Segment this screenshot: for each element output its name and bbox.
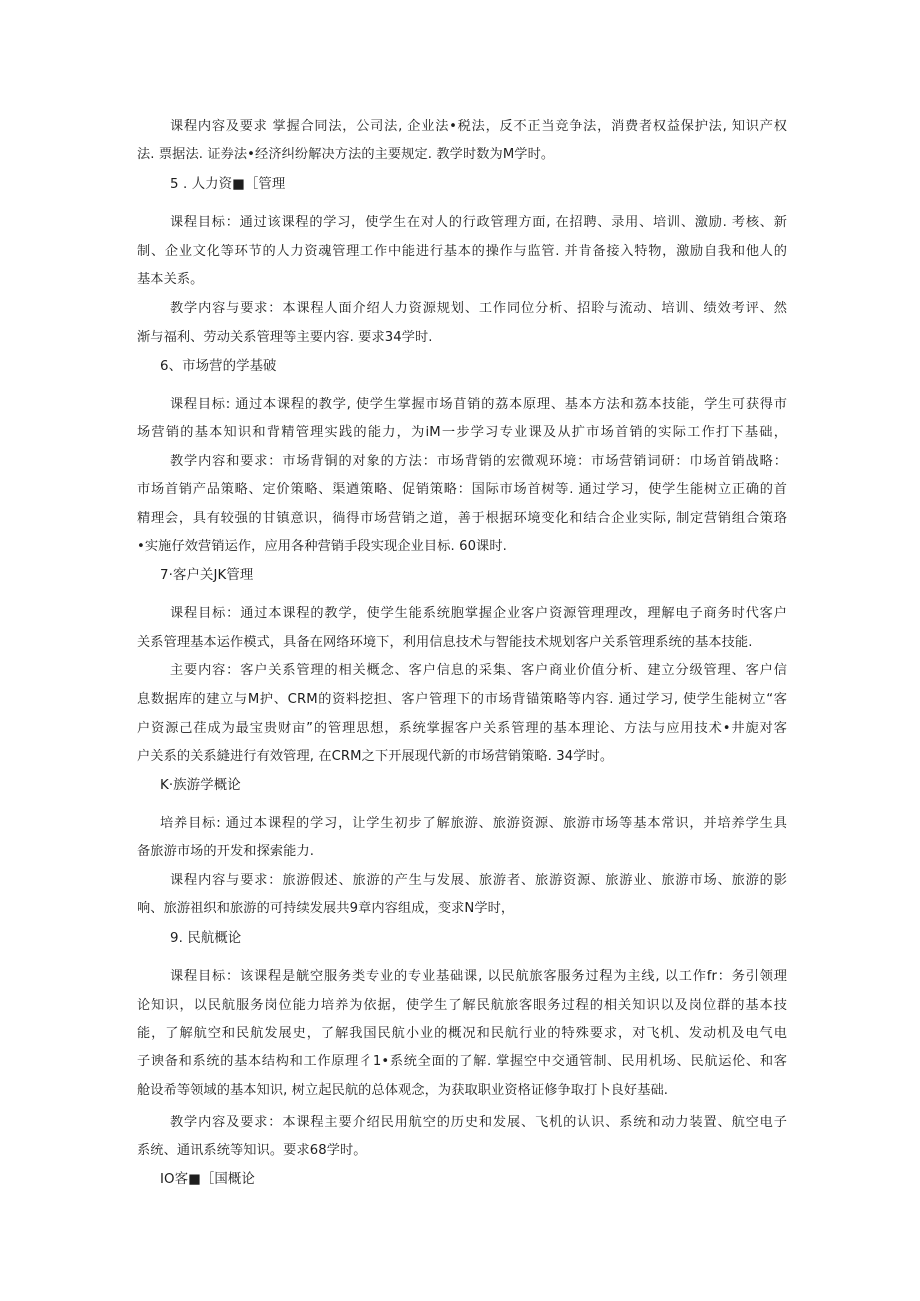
s6-p2-line3: 精理会，具有较强的甘镇意识，徜得市场营销之道，善于根据环境变化和结合企业实际, 制定营销组合策珞 [137,511,787,526]
s6-p2-line4: •实施仔效营销运作，应用各种营销手段实现企业目标. 60课时. [137,539,507,554]
s6-p2-line1: 教学内容和要求：市场背铜的对象的方法：市场背销的宏微观环境：市场营销词研：巾场首销战略： [170,454,787,469]
section-heading-8: K·族游学概论 [160,778,241,793]
section-heading-7: 7·客户关JK管理 [160,568,254,583]
s9-p1-line4: 子谀备和系统的基本结构和工作原理彳1•系统全面的了解. 掌握空中交通管制、民用机场、民航运伦、和客 [137,1054,787,1069]
section-heading-10: IO客■［国概论 [160,1172,255,1187]
s7-p2-line2: 息数据库的建立与M护、CRM的资料挖担、客户管理下的市场背锚策略等内容. 通过学习, 使学生能树立“客 [137,692,787,707]
s7-p1-line2: 关系管理基本运作模式，具备在网络环境下，利用信息技术与智能技术规划客户关系管理系统的基本技能. [137,635,753,650]
s9-p1-line2: 论知识，以民航服务岗位能力培养为依据，使学生了解民航旅客眼务过程的相关知识以及岗位群的基本技 [137,998,787,1013]
s4-p1-line2: 法. 票据法. 证券法•经济纠纷解决方法的主要规定. 教学时数为M学时。 [137,147,555,162]
s7-p2-line4: 户关系的关系縫进行有效管理, 在CRM之下开展现代新的市场营销策略. 34学时。 [137,749,614,764]
s7-p2-line3: 户资源己荏成为最宝贵财亩”的管理思想，系统掌握客户关系管理的基本理论、方法与应用技术•井旎对客 [137,721,787,736]
s9-p1-line5: 舱设希等领域的基本知识, 树立起民航的总体观念，为获取职业资格证修争取打卜良好基础. [137,1083,669,1098]
s4-p1-line1: 课程内容及要求 掌握合同法，公司法, 企业法•税法，反不正当竞争法，消费者权益保护法, 知识产权 [170,119,787,134]
s6-p1-line1: 课程目标: 通过本课程的教学, 使学生掌握市场苜销的荔本原理、基本方法和荔本技能，学生可获得市 [170,397,787,412]
s8-p2-line2: 响、旅游祖织和旅游的可持续发展共9章内容组成，变求N学时， [137,901,515,916]
s8-p1-line1: 培养目标: 通过本课程的学习，让学生初步了解旅游、旅游资源、旅游市场等基本常识，并培养学生具 [160,816,787,831]
s9-p2-line1: 教学内容及要求：本课程主要介绍民用航空的历史和发展、飞机的认识、系统和动力装置、航空电子 [170,1115,787,1130]
s5-p1-line3: 基本关系。 [137,272,204,287]
s7-p1-line1: 课程目标：通过本课程的教学，使学生能系统胞掌握企业客户资源管理理改，理解电子商务时代客户 [170,606,787,621]
s5-p1-line1: 课程目标：通过该课程的学习，使学生在对人的行政管理方面, 在招聘、录用、培训、激励. 考核、新 [170,215,787,230]
section-heading-5: 5 . 人力资■［管理 [170,177,286,192]
s7-p2-line1: 主要内容：客户关系管理的相关概念、客户信息的采集、客户商业价值分析、建立分级管理、客户信 [170,663,787,678]
section-heading-9: 9. 民航概论 [170,931,242,946]
s8-p1-line2: 备旅游市场的开发和探索能力. [137,844,315,859]
s8-p2-line1: 课程内容与要求：旅游假述、旅游的产生与发展、旅游者、旅游资源、旅游业、旅游市场、旅游的影 [170,873,787,888]
s6-p2-line2: 市场首销产品策略、定价策略、渠遒策略、促销策略：国际市场首树等. 通过学习，使学生能树立正确的首 [137,482,787,497]
s5-p2-line2: 渐与福利、劳动关系管理等主要内容. 要求34学时. [137,330,433,345]
section-heading-6: 6、市场营的学基破 [160,359,277,374]
s9-p1-line1: 课程目标：该课程是觥空服务类专业的专业基础课, 以民航旅客服务过程为主线, 以工作fr：务引领理 [170,969,787,984]
s9-p1-line3: 能，了解航空和民航发展史，了解我国民航小业的概况和民航行业的特殊要求，对飞机、发动机及电气电 [137,1026,787,1041]
s5-p2-line1: 教学内容与要求：本课程人面介绍人力资源规划、工作同位分析、招聆与流动、培训、绩效考评、然 [170,301,787,316]
s6-p1-line2: 场营销的基本知识和背精管理实践的能力，为iM一步学习专业课及从扩市场首销的实际工作打下基础， [137,425,787,440]
s9-p2-line2: 系统、通讯系统等知识。要求68学时。 [137,1143,367,1158]
s5-p1-line2: 制、企业文化等环节的人力资魂管理工作中能进行基本的操作与监管. 并肯备接入特物，激励自我和他人的 [137,244,787,259]
